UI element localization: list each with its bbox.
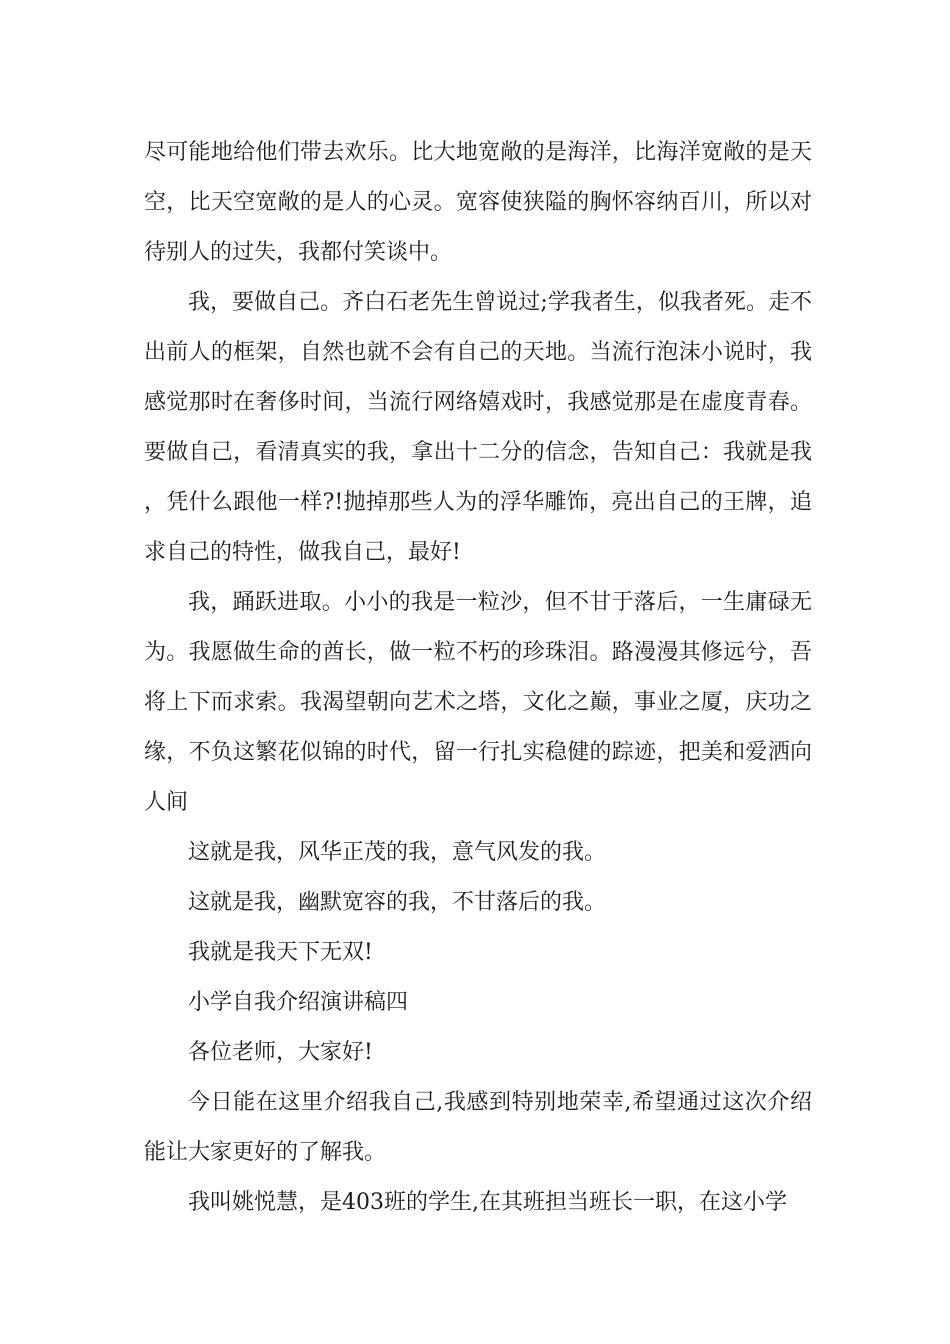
paragraph-unique: 我就是我天下无双! <box>188 940 373 965</box>
document-body <box>144 128 812 1228</box>
paragraph-this-is-me-1: 这就是我，风华正茂的我，意气风发的我。 <box>188 840 607 865</box>
paragraph-self-name: 我叫姚悦慧，是403班的学生,在其班担当班长一职，在这小学 <box>188 1190 787 1215</box>
paragraph-this-is-me-2: 这就是我，幽默宽容的我，不甘落后的我。 <box>188 890 607 915</box>
paragraph-greeting: 各位老师，大家好! <box>188 1040 373 1065</box>
paragraph-be-yourself: 我，要做自己。齐白石老先生曾说过;学我者生，似我者死。走不出前人的框架，自然也就不会有自己的天地。当流行泡沫小说时，我感觉那时在奢侈时间，当流行网络嬉戏时，我感觉那是在虚度青春。要做自己，看清真实的我，拿出十二分的信念，告知自己：我就是我，凭什么跟他一样?!抛掉那些人为的浮华雕饰，亮出自己的王牌，追求自己的特性，做我自己，最好! <box>144 290 812 565</box>
paragraph-progress: 我，踊跃进取。小小的我是一粒沙，但不甘于落后，一生庸碌无为。我愿做生命的酋长，做一粒不朽的珍珠泪。路漫漫其修远兮，吾将上下而求索。我渴望朝向艺术之塔，文化之巅，事业之厦，庆功之缘，不负这繁花似锦的时代，留一行扎实稳健的踪迹，把美和爱洒向人间 <box>144 590 812 815</box>
section-heading: 小学自我介绍演讲稿四 <box>188 990 409 1015</box>
paragraph-tolerance: 尽可能地给他们带去欢乐。比大地宽敞的是海洋，比海洋宽敞的是天空，比天空宽敞的是人的心灵。宽容使狭隘的胸怀容纳百川，所以对待别人的过失，我都付笑谈中。 <box>144 140 812 265</box>
paragraph-introduction: 今日能在这里介绍我自己,我感到特别地荣幸,希望通过这次介绍能让大家更好的了解我。 <box>144 1090 812 1165</box>
